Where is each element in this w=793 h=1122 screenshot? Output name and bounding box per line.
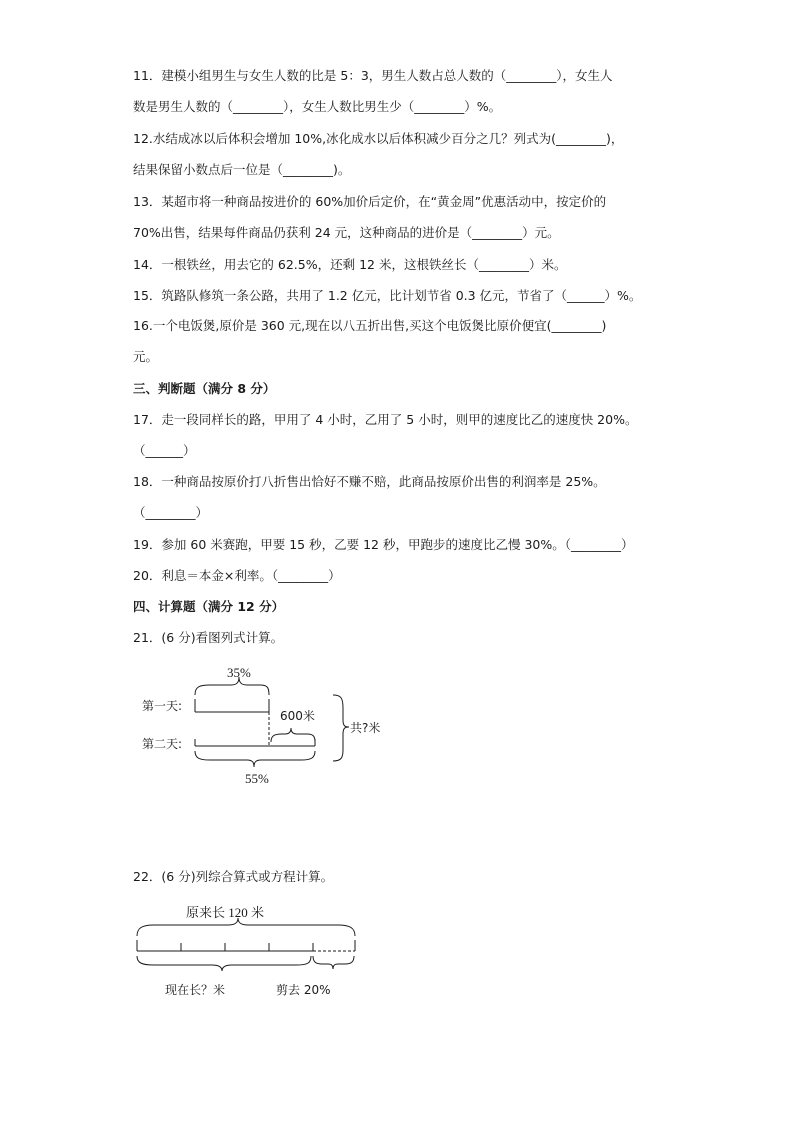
pct-top-label: 35%: [227, 665, 251, 680]
brace-original: [137, 918, 355, 936]
q21-line: 21．(6 分)看图列式计算。: [133, 630, 284, 645]
brace-extra: [271, 728, 315, 742]
q14-line: 14．一根铁丝，用去它的 62.5%，还剩 12 米，这根铁丝长（________）米。: [133, 257, 567, 272]
q12-line1: 12.水结成冰以后体积会增加 10%,冰化成水以后体积减少百分之几？列式为(________)，: [133, 131, 624, 146]
day1-label: 第一天:: [142, 699, 183, 713]
q13-line2: 70%出售，结果每件商品仍获利 24 元，这种商品的进价是（________）元。: [133, 225, 560, 240]
brace-right: [333, 695, 349, 761]
brace-now: [137, 956, 311, 971]
q11-line1: 11．建模小组男生与女生人数的比是 5：3，男生人数占总人数的（________），女生人: [133, 68, 613, 83]
diagram-21: [135, 660, 395, 790]
q20-line: 20．利息＝本金×利率。（________）: [133, 568, 341, 583]
diagram-22: [130, 898, 370, 1003]
pct-bottom-label: 55%: [245, 771, 269, 786]
brace-bottom: [195, 751, 315, 767]
q19-line: 19．参加 60 米赛跑，甲要 15 秒，乙要 12 秒，甲跑步的速度比乙慢 30%。（________）: [133, 537, 634, 552]
extra-label: 600米: [280, 709, 315, 723]
now-length-label: 现在长？米: [165, 983, 226, 997]
q18-line2: （________）: [133, 505, 209, 520]
day2-label: 第二天:: [142, 737, 183, 751]
q17-line1: 17．走一段同样长的路，甲用了 4 小时，乙用了 5 小时，则甲的速度比乙的速度快 20%。: [133, 412, 638, 427]
q22-line: 22．(6 分)列综合算式或方程计算。: [133, 869, 334, 884]
q12-line2: 结果保留小数点后一位是（________)。: [133, 162, 351, 177]
q16-line1: 16.一个电饭煲,原价是 360 元,现在以八五折出售,买这个电饭煲比原价便宜(________): [133, 318, 607, 333]
q13-line1: 13．某超市将一种商品按进价的 60%加价后定价，在“黄金周”优惠活动中，按定价的: [133, 194, 607, 209]
section-3-heading: 三、判断题（满分 8 分）: [133, 381, 276, 396]
q15-line: 15．筑路队修筑一条公路，共用了 1.2 亿元，比计划节省 0.3 亿元，节省了（______）%。: [133, 288, 642, 303]
total-label: 共?米: [350, 721, 381, 735]
q11-line2: 数是男生人数的（________），女生人数比男生少（________）%。: [133, 99, 502, 114]
brace-cut: [313, 956, 354, 969]
cut-label: 剪去 20%: [276, 983, 331, 997]
q17-line2: （______）: [133, 443, 196, 458]
section-4-heading: 四、计算题（满分 12 分）: [133, 599, 285, 614]
original-length-label: 原来长 120 米: [186, 905, 265, 920]
q16-line2: 元。: [133, 349, 159, 364]
q18-line1: 18．一种商品按原价打八折售出恰好不赚不赔，此商品按原价出售的利润率是 25%。: [133, 474, 606, 489]
